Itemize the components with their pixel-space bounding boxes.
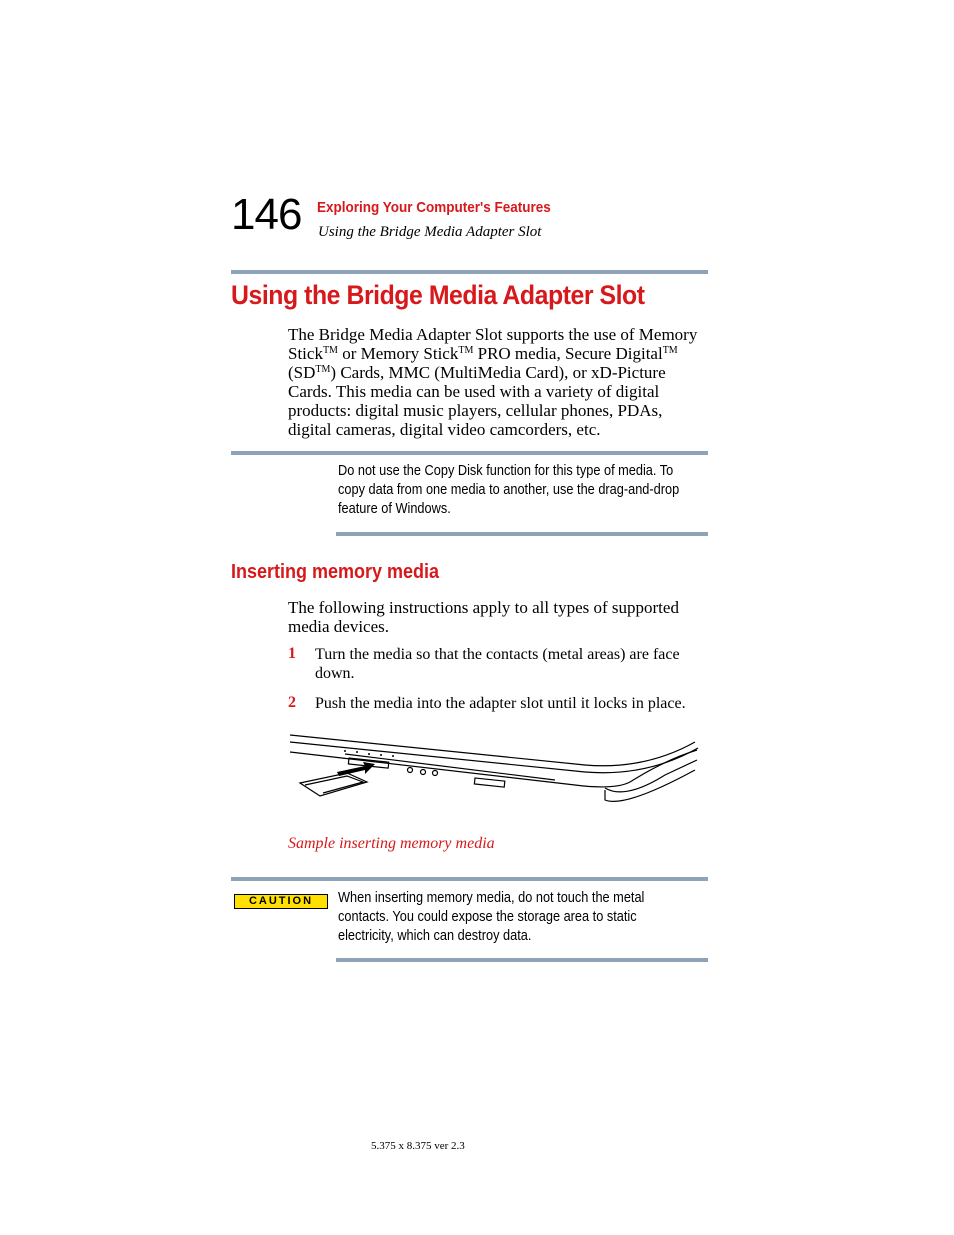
caution-badge: CAUTION	[234, 894, 328, 909]
step-number: 2	[288, 694, 296, 711]
subheading: Inserting memory media	[231, 561, 440, 583]
intro-line: (SD™) Cards, MMC (MultiMedia Card), or xD-Picture	[288, 363, 666, 382]
step-text: Push the media into the adapter slot until it locks in place.	[315, 695, 686, 712]
intro-line: Stick™ or Memory Stick™ PRO media, Secure Digital™	[288, 344, 678, 363]
page-number: 146	[231, 190, 302, 239]
page-heading: Using the Bridge Media Adapter Slot	[231, 280, 645, 310]
intro-line: products: digital music players, cellular phones, PDAs,	[288, 401, 663, 420]
note-bottom-rule	[336, 532, 708, 536]
chapter-title: Exploring Your Computer's Features	[317, 199, 551, 216]
intro-line: The Bridge Media Adapter Slot supports the use of Memory	[288, 325, 698, 344]
intro-paragraph	[288, 325, 718, 439]
caution-text: When inserting memory media, do not touch the metal contacts. You could expose the storage area to static electricity, which can destroy data.	[338, 890, 645, 944]
step-number: 1	[288, 645, 296, 662]
footer-version: 5.375 x 8.375 ver 2.3	[371, 1140, 465, 1152]
section-subtitle: Using the Bridge Media Adapter Slot	[318, 224, 542, 240]
caution-top-rule	[231, 877, 708, 881]
step-text: Turn the media so that the contacts (metal areas) are face down.	[315, 646, 680, 682]
instructions-paragraph: The following instructions apply to all types of supported media devices.	[288, 598, 679, 636]
intro-line: Cards. This media can be used with a variety of digital	[288, 382, 660, 401]
figure-caption: Sample inserting memory media	[288, 835, 495, 852]
note-text: Do not use the Copy Disk function for this type of media. To copy data from one media to another, use the drag-and-drop feature of Windows.	[338, 463, 680, 517]
heading-rule	[231, 270, 708, 274]
insert-arrow-icon	[337, 762, 375, 776]
note-top-rule	[231, 451, 708, 455]
intro-line: digital cameras, digital video camcorders, etc.	[288, 420, 601, 439]
caution-bottom-rule	[336, 958, 708, 962]
laptop-memory-card-illustration	[285, 730, 705, 810]
